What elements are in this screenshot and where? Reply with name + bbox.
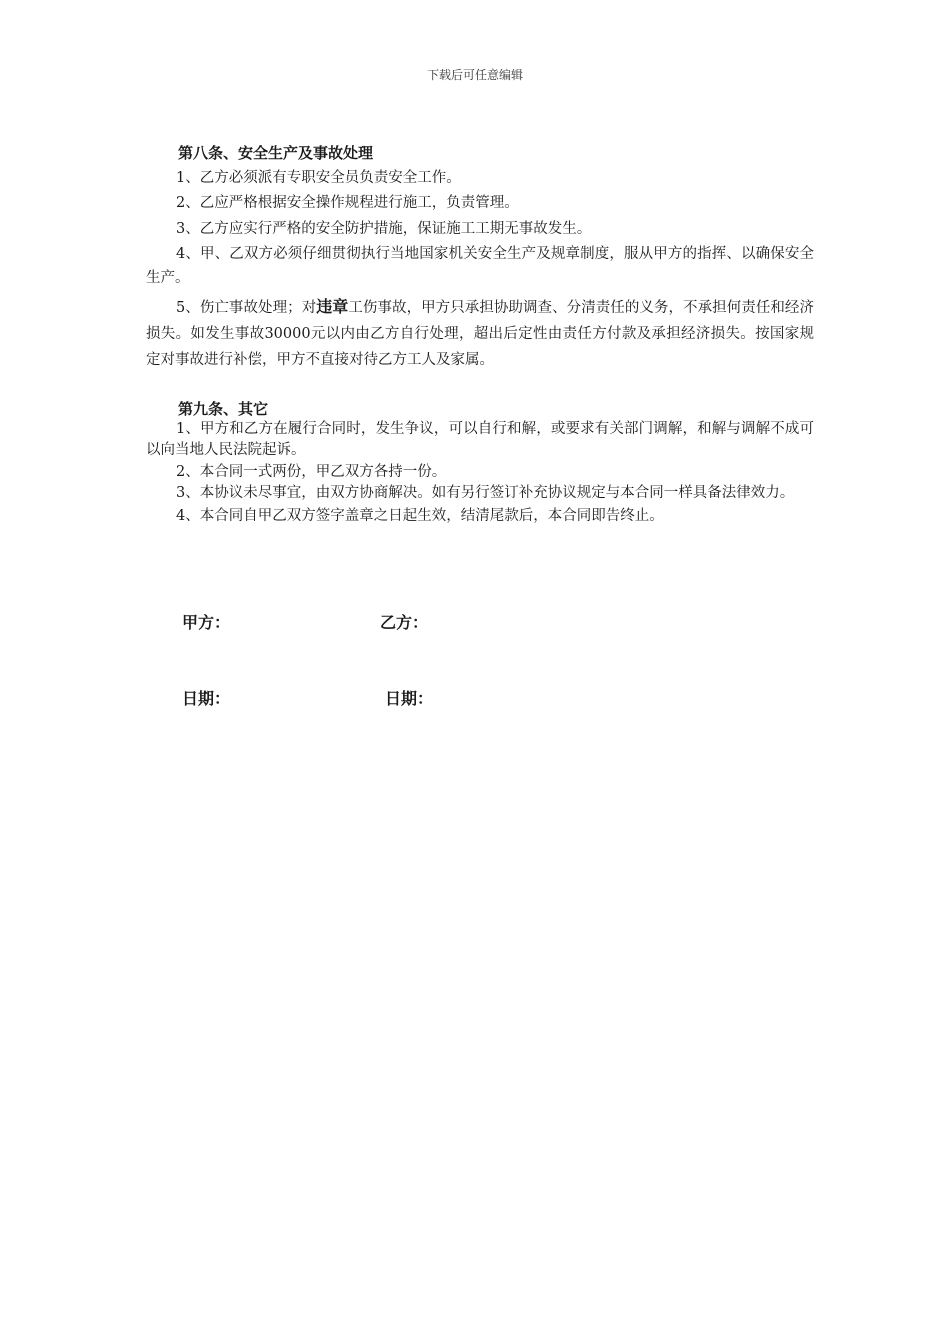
article-9-item-4: 4、本合同自甲乙双方签字盖章之日起生效，结清尾款后，本合同即告终止。: [176, 508, 664, 524]
item-5-emphasis: 违章: [316, 297, 349, 316]
date-b-label: 日期：: [385, 689, 434, 708]
article-8-item-1: 1、乙方必须派有专职安全员负责安全工作。: [176, 170, 461, 186]
article-8-section: [146, 140, 814, 373]
article-9-item-3: 3、本协议未尽事宜，由双方协商解决。如有另行签订补充协议规定与本合同一样具备法律效力。: [176, 485, 795, 501]
item-5-rest: 工伤事故，甲方只承担协助调查、分清责任的义务，不承担何责任和经济损失。如发生事故30000元以内由乙方自行处理，超出后定性由责任方付款及承担经济损失。按国家规定对事故进行补偿，甲方不直接对待乙方工人及家属。: [146, 300, 814, 368]
article-8-item-4: 4、甲、乙双方必须仔细贯彻执行当地国家机关安全生产及规章制度，服从甲方的指挥、以确保安全生产。: [146, 246, 814, 286]
article-8-title: 第八条、安全生产及事故处理: [178, 144, 374, 162]
article-8-item-5: [146, 294, 814, 373]
article-8-item-2: 2、乙应严格根据安全操作规程进行施工，负责管理。: [176, 195, 519, 211]
contract-body: [146, 140, 814, 528]
item-5-prefix: 5、伤亡事故处理；对: [176, 300, 317, 316]
article-9-item-1: 1、甲方和乙方在履行合同时，发生争议，可以自行和解，或要求有关部门调解，和解与调解不成可以向当地人民法院起诉。: [146, 421, 814, 458]
article-9-title: 第九条、其它: [178, 400, 269, 418]
article-8-item-3: 3、乙方应实行严格的安全防护措施，保证施工工期无事故发生。: [176, 221, 592, 237]
party-a-label: 甲方：: [182, 613, 231, 632]
article-9-item-2: 2、本合同一式两份，甲乙双方各持一份。: [176, 464, 447, 480]
party-b-label: 乙方：: [380, 613, 429, 632]
date-a-label: 日期：: [182, 689, 231, 708]
article-9-section: [146, 399, 814, 528]
header-note: 下载后可任意编辑: [426, 68, 523, 82]
